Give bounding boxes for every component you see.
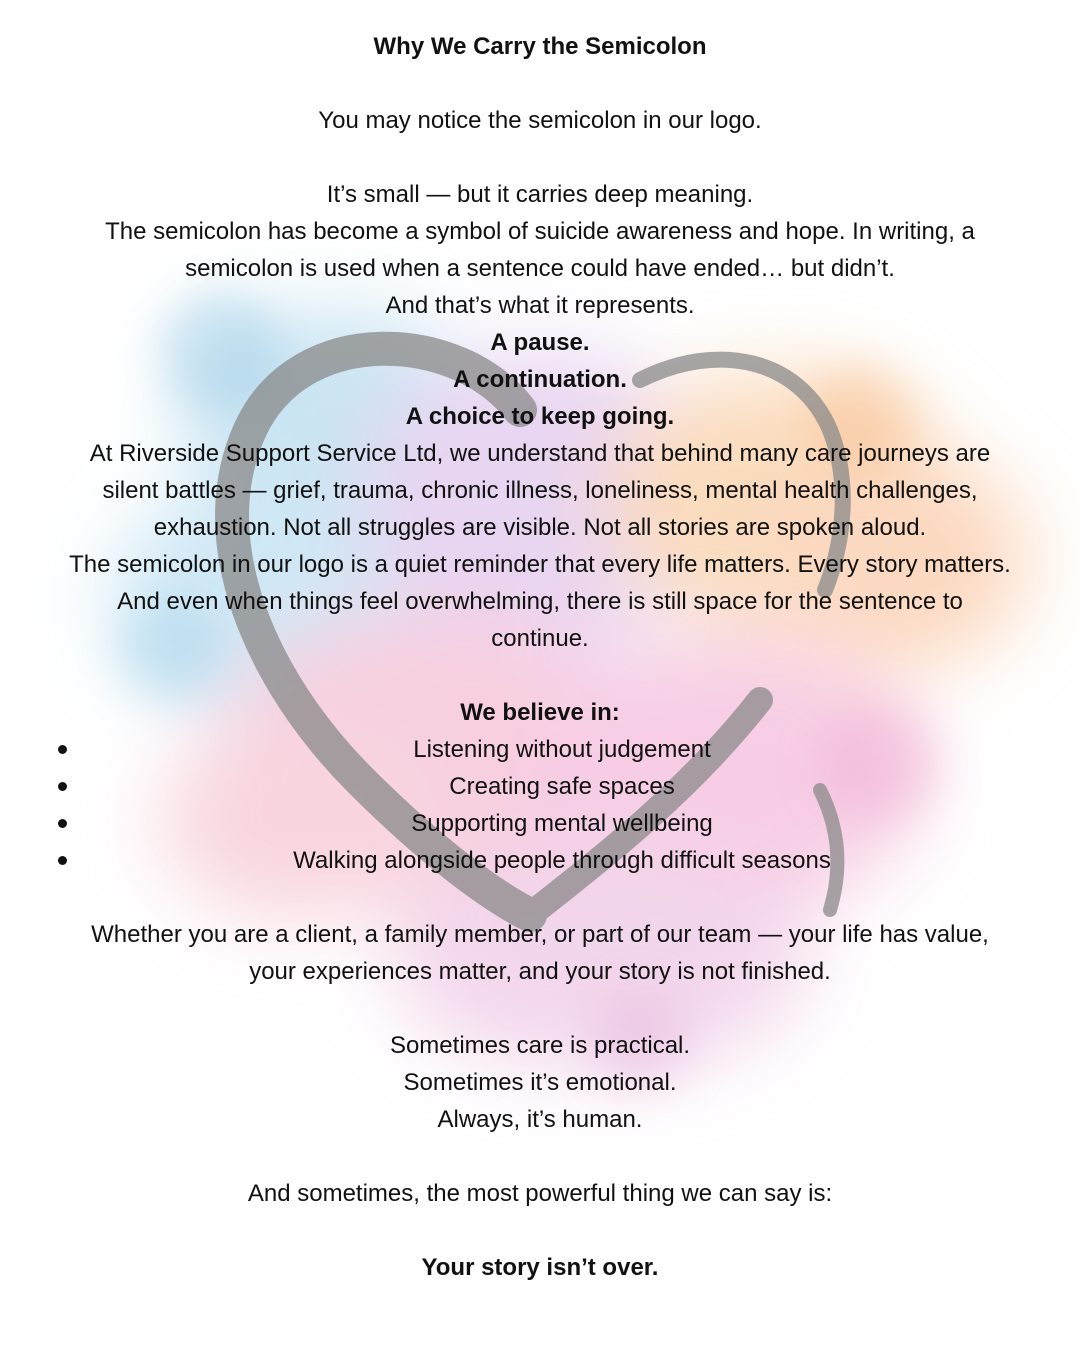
- closing-line: Your story isn’t over.: [421, 1254, 659, 1281]
- riverside-line-6: continue.: [491, 625, 589, 652]
- riverside-line-3: exhaustion. Not all struggles are visible. Not all stories are spoken aloud.: [153, 514, 927, 541]
- emphasis-pause: A pause.: [490, 329, 590, 356]
- riverside-line-5: And even when things feel overwhelming, there is still space for the sentence to: [117, 588, 963, 615]
- belief-text: Listening without judgement: [413, 736, 711, 763]
- meaning-line-1: It’s small — but it carries deep meaning.: [326, 181, 754, 208]
- care-line-2: Sometimes it’s emotional.: [403, 1069, 677, 1096]
- document-title: Why We Carry the Semicolon: [373, 33, 707, 60]
- belief-text: Walking alongside people through difficult seasons: [293, 847, 831, 874]
- emphasis-continuation: A continuation.: [453, 366, 627, 393]
- riverside-line-2: silent battles — grief, trauma, chronic illness, loneliness, mental health challenges,: [102, 477, 978, 504]
- meaning-line-4: And that’s what it represents.: [385, 292, 695, 319]
- value-line-2: your experiences matter, and your story is not finished.: [249, 958, 831, 985]
- powerful-line: And sometimes, the most powerful thing we can say is:: [247, 1180, 833, 1207]
- meaning-line-2: The semicolon has become a symbol of suicide awareness and hope. In writing, a: [105, 218, 975, 245]
- bullet-icon: [58, 782, 67, 791]
- beliefs-heading: We believe in:: [460, 699, 620, 726]
- bullet-icon: [58, 745, 67, 754]
- emphasis-choice: A choice to keep going.: [405, 403, 675, 430]
- bullet-icon: [58, 856, 67, 865]
- bullet-icon: [58, 819, 67, 828]
- value-line-1: Whether you are a client, a family member, or part of our team — your life has value,: [91, 921, 989, 948]
- intro-line: You may notice the semicolon in our logo.: [318, 107, 762, 134]
- riverside-line-4: The semicolon in our logo is a quiet reminder that every life matters. Every story matters.: [69, 551, 1011, 578]
- belief-text: Creating safe spaces: [449, 773, 675, 800]
- meaning-line-3: semicolon is used when a sentence could have ended… but didn’t.: [185, 255, 895, 282]
- belief-text: Supporting mental wellbeing: [411, 810, 713, 837]
- riverside-line-1: At Riverside Support Service Ltd, we understand that behind many care journeys are: [89, 440, 991, 467]
- care-line-1: Sometimes care is practical.: [389, 1032, 691, 1059]
- care-line-3: Always, it’s human.: [437, 1106, 643, 1133]
